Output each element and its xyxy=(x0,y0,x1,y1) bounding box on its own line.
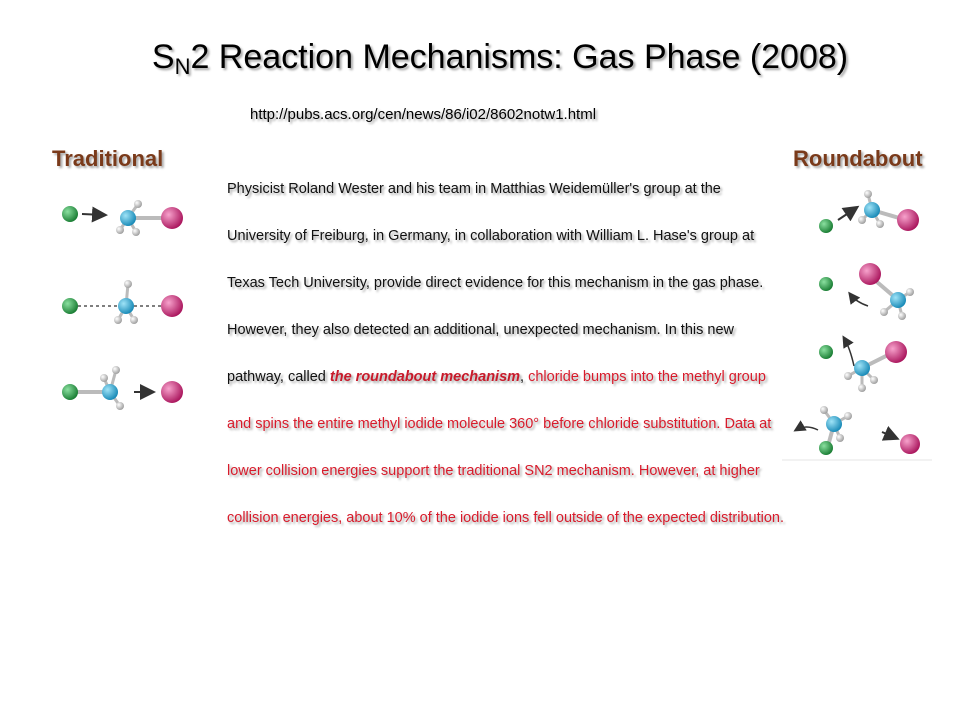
roundabout-step-2 xyxy=(819,263,914,320)
roundabout-label: Roundabout xyxy=(793,146,923,171)
roundabout-step-1 xyxy=(819,190,919,233)
traditional-step-3 xyxy=(62,366,183,410)
traditional-mechanism-figure xyxy=(48,180,198,430)
slide-title: $S_N2$ Reaction Mechanisms: Gas Phase (2008) xyxy=(151,38,849,79)
roundabout-step-3 xyxy=(819,338,907,392)
traditional-label: Traditional xyxy=(52,146,164,171)
body-paragraph xyxy=(227,166,787,542)
body-text-part1: Physicist Roland Wester and his team in Matthias Weidemüller's group at the University of Freiburg, in Germany, in collaboration with William L. Hase's group at Texas Tech University, provide direct evidence for this mechanism in the gas phase. However, they also detected an additional, unexpected mechanism. In this new pathway, called xyxy=(227,181,764,385)
body-emphasis: the roundabout mechanism xyxy=(329,369,521,385)
roundabout-mechanism-figure xyxy=(782,180,932,462)
body-text-part2: , xyxy=(520,369,529,385)
source-url[interactable]: http://pubs.acs.org/cen/news/86/i02/8602notw1.html xyxy=(250,106,597,123)
traditional-step-1 xyxy=(62,200,183,236)
body-text-highlight: chloride bumps into the methyl group and spins the entire methyl iodide molecule 360° before chloride substitution. Data at lower collision energies support the traditional SN2 mechanism. However, at higher collision energies, about 10% of the iodide ions fell outside of the expected distribution. xyxy=(227,369,784,526)
roundabout-step-4 xyxy=(796,406,920,455)
traditional-step-2 xyxy=(62,280,183,324)
